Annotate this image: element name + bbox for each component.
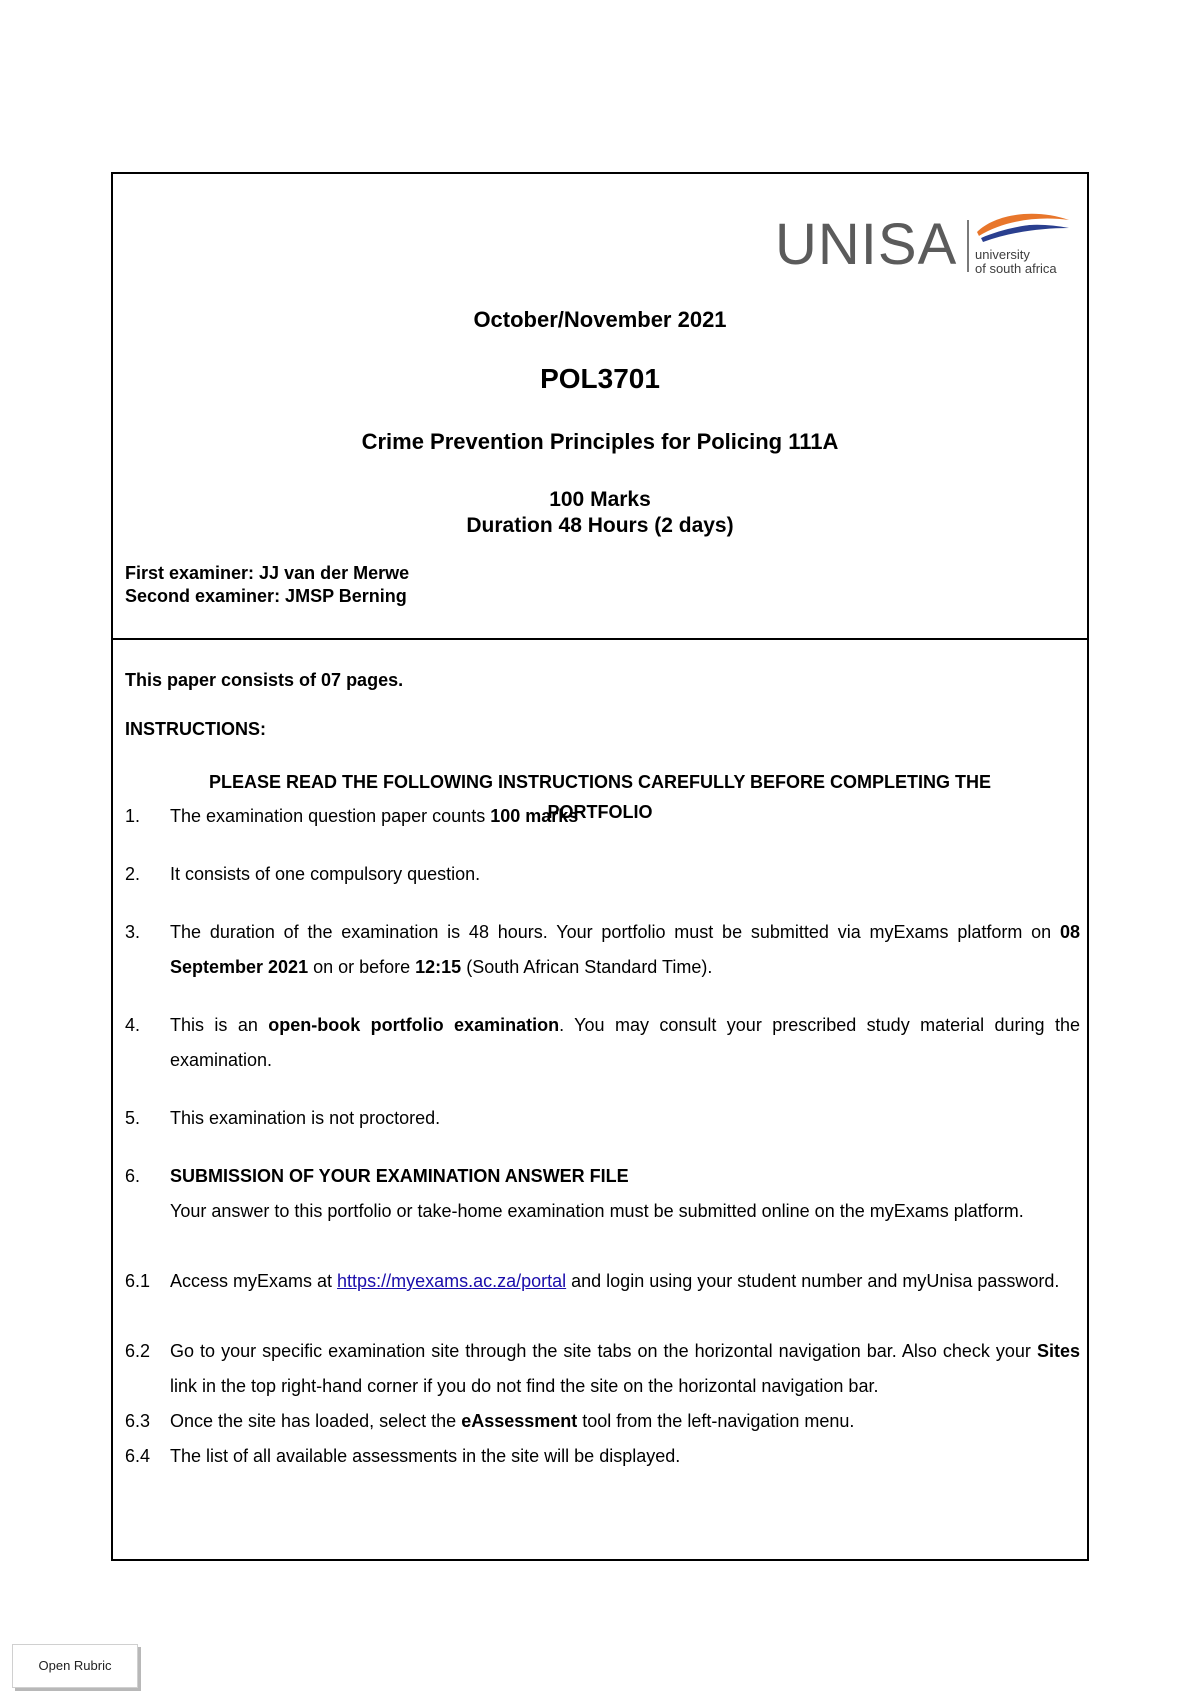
item-number: 6.2 [125, 1341, 151, 1361]
item-text-part: link in the top right-hand corner if you do not find the site on the horizontal navigation bar. [170, 1376, 879, 1396]
item-bold-part: eAssessment [461, 1411, 578, 1431]
item-text [170, 1334, 1080, 1404]
submission-time: 12:15 [415, 957, 462, 977]
exam-duration: Duration 48 Hours (2 days) [466, 514, 734, 537]
logo-sub-line2: of south africa [975, 261, 1057, 276]
submission-date: 08 September 2021 [170, 922, 1080, 977]
item-text-part: The examination question paper counts [170, 806, 491, 826]
item-text-part: (South African Standard Time). [461, 957, 713, 977]
logo-subtext [975, 248, 1057, 276]
exam-session: October/November 2021 [473, 307, 727, 332]
please-read-line2: PORTFOLIO [547, 802, 653, 822]
item-text-part: Once the site has loaded, select the [170, 1411, 462, 1431]
item-text [170, 1008, 1080, 1078]
logo-divider [967, 220, 969, 272]
first-examiner: First examiner: JJ van der Merwe [125, 563, 410, 583]
item-text [170, 1404, 1080, 1439]
logo-swoosh-icon [975, 210, 1071, 244]
item-bold-part: 100 marks [490, 806, 579, 826]
item-number: 6. [125, 1166, 141, 1186]
item-number: 6.4 [125, 1446, 151, 1466]
item-bold-part: open-book portfolio examination [268, 1015, 560, 1035]
item-text [170, 799, 1080, 834]
item-bold-part: Sites [1036, 1341, 1080, 1361]
please-read-line1: PLEASE READ THE FOLLOWING INSTRUCTIONS CAREFULLY BEFORE COMPLETING THE [208, 772, 992, 792]
item-text [170, 915, 1080, 985]
item-text-part: The duration of the examination is 48 hours. Your portfolio must be submitted via myExams platform on [170, 922, 1060, 942]
item-text [170, 1264, 1080, 1299]
myexams-portal-link[interactable]: https://myexams.ac.za/portal [337, 1271, 567, 1291]
item-text: The list of all available assessments in the site will be displayed. [170, 1446, 681, 1466]
second-examiner: Second examiner: JMSP Berning [125, 586, 407, 606]
instructions-heading: INSTRUCTIONS: [125, 719, 266, 739]
item-text-part: tool from the left-navigation menu. [577, 1411, 855, 1431]
item-text-part: and login using your student number and myUnisa password. [566, 1271, 1060, 1291]
item-text-part: Go to your specific examination site through the site tabs on the horizontal navigation bar. Also check your [170, 1341, 1037, 1361]
item-text-part: Your answer to this portfolio or take-home examination must be submitted online on the myExams platform. [170, 1201, 1024, 1221]
module-code: POL3701 [540, 363, 660, 394]
item-number: 2. [125, 864, 141, 884]
cover-section [113, 174, 1087, 640]
item-number: 1. [125, 806, 141, 826]
item-number: 6.1 [125, 1271, 151, 1291]
item-text-part: This is an [170, 1015, 269, 1035]
item-number: 5. [125, 1108, 141, 1128]
item-text-part: . You may consult your prescribed study material during the examination. [170, 1015, 1080, 1070]
page-count: This paper consists of 07 pages. [125, 670, 404, 690]
submission-heading: SUBMISSION OF YOUR EXAMINATION ANSWER FILE [170, 1166, 629, 1186]
total-marks: 100 Marks [549, 488, 651, 511]
item-text-part: Access myExams at [170, 1271, 338, 1291]
exam-cover-frame [111, 172, 1089, 1561]
item-text-part: on or before [308, 957, 416, 977]
item-text: It consists of one compulsory question. [170, 864, 481, 884]
logo-wordmark: UNISA [775, 212, 958, 277]
logo-sub-line1: university [975, 247, 1030, 262]
item-text [170, 1159, 1080, 1229]
unisa-logo [775, 210, 1075, 280]
item-number: 6.3 [125, 1411, 151, 1431]
module-title: Crime Prevention Principles for Policing 111A [361, 429, 839, 454]
item-number: 4. [125, 1015, 141, 1035]
open-rubric-button[interactable]: Open Rubric [12, 1644, 138, 1688]
item-text: This examination is not proctored. [170, 1108, 441, 1128]
item-number: 3. [125, 922, 141, 942]
